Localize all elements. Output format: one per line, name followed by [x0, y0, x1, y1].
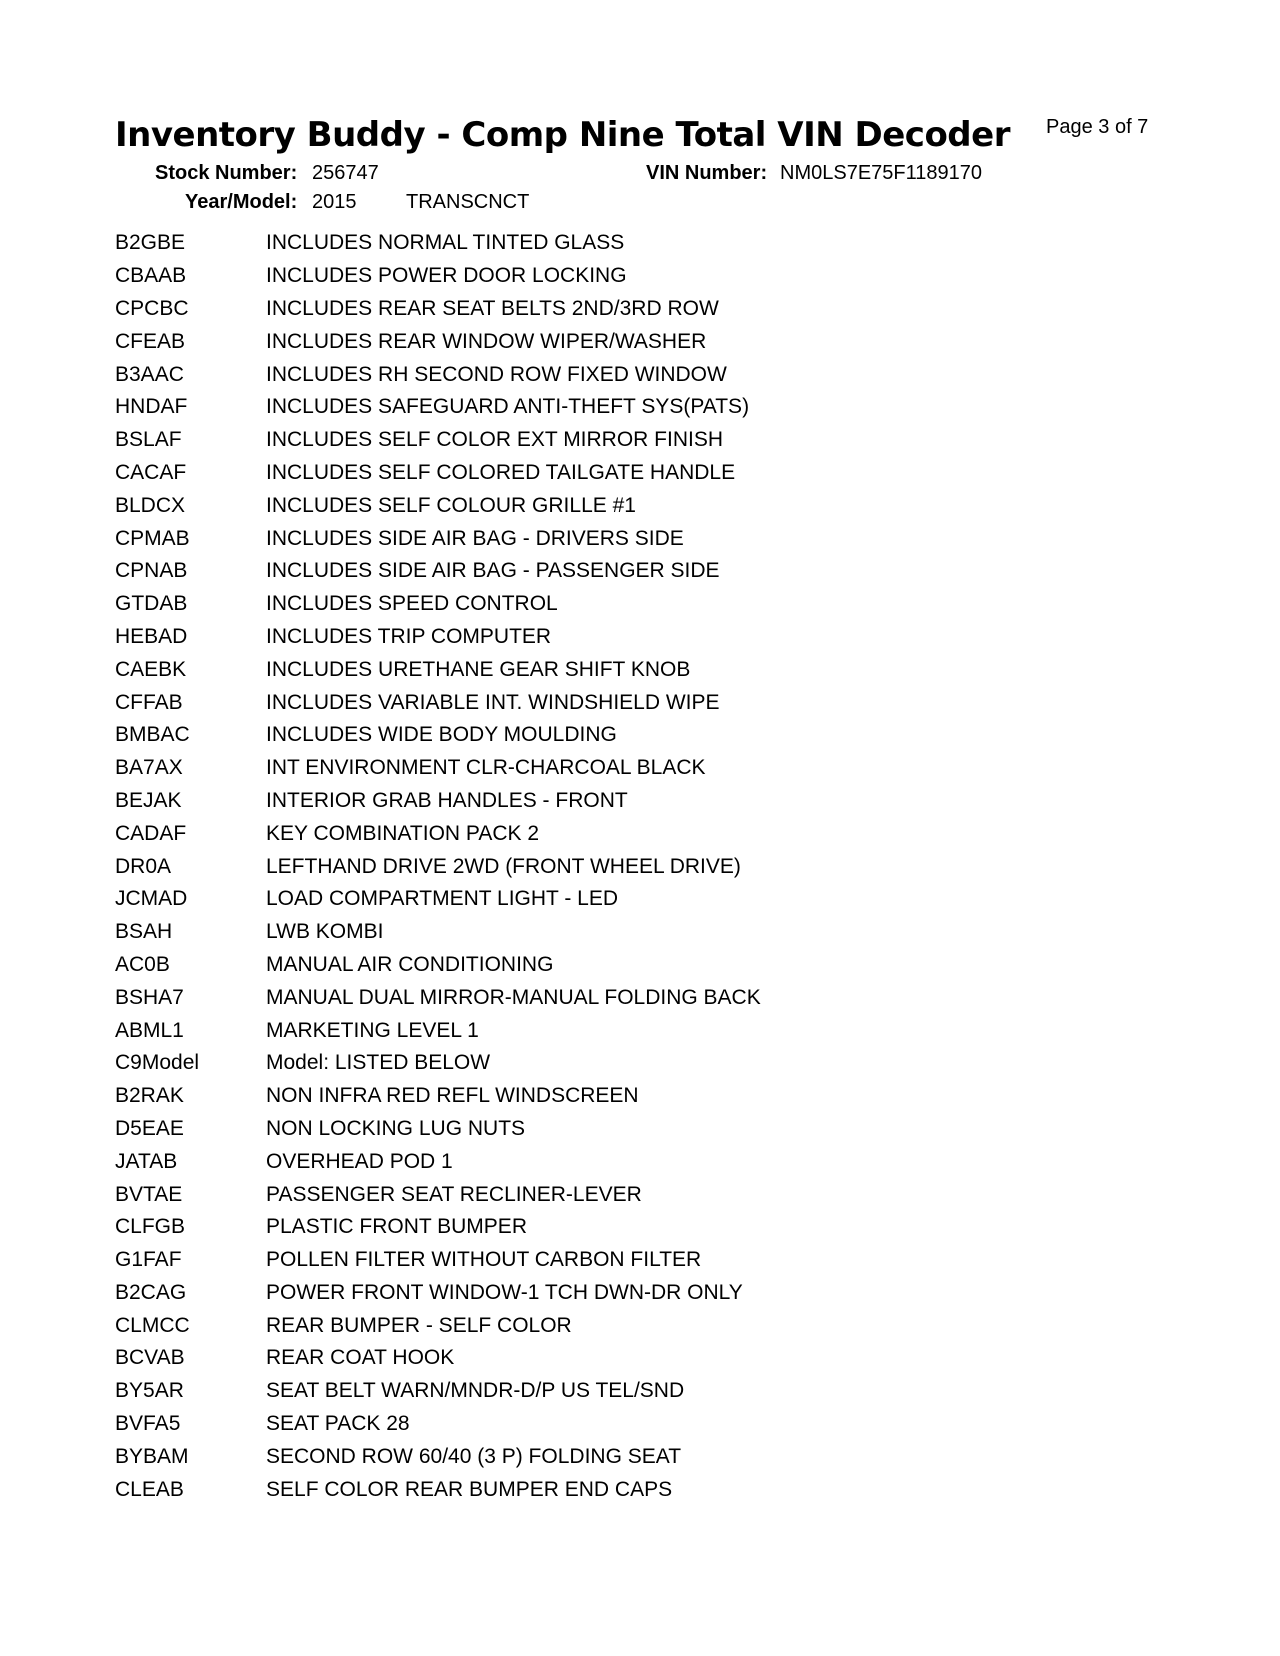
list-item: [115, 1277, 761, 1310]
option-code: CPCBC: [115, 296, 189, 320]
list-item: [115, 424, 761, 457]
option-code: B2RAK: [115, 1084, 184, 1108]
option-code: BSLAF: [115, 428, 182, 452]
option-code: BEJAK: [115, 788, 182, 812]
option-description: INCLUDES SELF COLOUR GRILLE #1: [266, 493, 636, 517]
list-item: [115, 621, 761, 654]
option-code: HEBAD: [115, 624, 188, 648]
list-item: [115, 555, 761, 588]
option-description: INCLUDES URETHANE GEAR SHIFT KNOB: [266, 657, 691, 681]
option-code-list: [115, 227, 761, 1506]
option-description: INCLUDES SIDE AIR BAG - PASSENGER SIDE: [266, 559, 720, 583]
option-code: CPNAB: [115, 559, 188, 583]
option-description: INTERIOR GRAB HANDLES - FRONT: [266, 788, 628, 812]
list-item: [115, 227, 761, 260]
option-code: JCMAD: [115, 887, 188, 911]
option-code: D5EAE: [115, 1116, 184, 1140]
option-code: BYBAM: [115, 1444, 189, 1468]
list-item: [115, 883, 761, 916]
list-item: [115, 358, 761, 391]
option-description: KEY COMBINATION PACK 2: [266, 821, 540, 845]
option-code: BA7AX: [115, 756, 183, 780]
option-description: NON INFRA RED REFL WINDSCREEN: [266, 1084, 639, 1108]
option-description: PLASTIC FRONT BUMPER: [266, 1215, 527, 1239]
option-description: SEAT PACK 28: [266, 1412, 410, 1436]
page-number: Page 3 of 7: [1046, 116, 1149, 138]
option-code: BVTAE: [115, 1182, 183, 1206]
option-code: BLDCX: [115, 493, 186, 517]
option-description: POWER FRONT WINDOW-1 TCH DWN-DR ONLY: [266, 1280, 743, 1304]
option-description: NON LOCKING LUG NUTS: [266, 1116, 526, 1140]
vin-number-value: NM0LS7E75F1189170: [780, 162, 982, 184]
list-item: [115, 949, 761, 982]
list-item: [115, 817, 761, 850]
option-code: B3AAC: [115, 362, 184, 386]
list-item: [115, 1342, 761, 1375]
option-description: INCLUDES SELF COLOR EXT MIRROR FINISH: [266, 428, 724, 452]
option-code: BSHA7: [115, 985, 184, 1009]
option-description: OVERHEAD POD 1: [266, 1149, 453, 1173]
option-code: BY5AR: [115, 1379, 184, 1403]
option-code: CADAF: [115, 821, 187, 845]
list-item: [115, 1145, 761, 1178]
option-code: ABML1: [115, 1018, 184, 1042]
list-item: [115, 719, 761, 752]
option-description: INCLUDES POWER DOOR LOCKING: [266, 264, 627, 288]
option-code: CLEAB: [115, 1477, 184, 1501]
list-item: [115, 1440, 761, 1473]
year-value: 2015: [312, 191, 357, 213]
option-description: INCLUDES SPEED CONTROL: [266, 592, 558, 616]
stock-number-value: 256747: [312, 162, 379, 184]
option-description: INCLUDES SAFEGUARD ANTI-THEFT SYS(PATS): [266, 395, 750, 419]
option-code: G1FAF: [115, 1248, 182, 1272]
option-description: INCLUDES NORMAL TINTED GLASS: [266, 231, 625, 255]
list-item: [115, 653, 761, 686]
option-code: BVFA5: [115, 1412, 181, 1436]
stock-number-label: Stock Number:: [155, 162, 298, 184]
option-description: INCLUDES SELF COLORED TAILGATE HANDLE: [266, 460, 736, 484]
option-code: BCVAB: [115, 1346, 185, 1370]
option-description: INCLUDES WIDE BODY MOULDING: [266, 723, 617, 747]
option-code: AC0B: [115, 952, 170, 976]
option-code: C9Model: [115, 1051, 200, 1075]
option-description: INCLUDES TRIP COMPUTER: [266, 624, 552, 648]
list-item: [115, 1473, 761, 1506]
option-description: INT ENVIRONMENT CLR-CHARCOAL BLACK: [266, 756, 706, 780]
option-description: LEFTHAND DRIVE 2WD (FRONT WHEEL DRIVE): [266, 854, 741, 878]
option-description: POLLEN FILTER WITHOUT CARBON FILTER: [266, 1248, 702, 1272]
option-code: GTDAB: [115, 592, 188, 616]
option-code: CFFAB: [115, 690, 183, 714]
option-code: CBAAB: [115, 264, 187, 288]
list-item: [115, 293, 761, 326]
option-code: DR0A: [115, 854, 172, 878]
option-code: HNDAF: [115, 395, 188, 419]
option-description: INCLUDES SIDE AIR BAG - DRIVERS SIDE: [266, 526, 684, 550]
option-description: REAR COAT HOOK: [266, 1346, 455, 1370]
list-item: [115, 916, 761, 949]
year-model-label: Year/Model:: [185, 191, 298, 213]
list-item: [115, 1408, 761, 1441]
list-item: [115, 522, 761, 555]
option-description: MANUAL DUAL MIRROR-MANUAL FOLDING BACK: [266, 985, 761, 1009]
option-description: INCLUDES VARIABLE INT. WINDSHIELD WIPE: [266, 690, 720, 714]
option-code: CACAF: [115, 460, 187, 484]
option-code: BMBAC: [115, 723, 190, 747]
list-item: [115, 1014, 761, 1047]
option-code: CAEBK: [115, 657, 187, 681]
list-item: [115, 588, 761, 621]
list-item: [115, 686, 761, 719]
list-item: [115, 325, 761, 358]
list-item: [115, 1113, 761, 1146]
option-description: REAR BUMPER - SELF COLOR: [266, 1313, 572, 1337]
list-item: [115, 752, 761, 785]
page-title: Inventory Buddy - Comp Nine Total VIN Decoder: [115, 115, 1010, 155]
model-value: TRANSCNCT: [406, 191, 530, 213]
list-item: [115, 489, 761, 522]
option-description: Model: LISTED BELOW: [266, 1051, 491, 1075]
list-item: [115, 1375, 761, 1408]
vin-number-label: VIN Number:: [646, 162, 768, 184]
option-code: CLFGB: [115, 1215, 186, 1239]
list-item: [115, 260, 761, 293]
option-code: CPMAB: [115, 526, 190, 550]
option-description: INCLUDES REAR SEAT BELTS 2ND/3RD ROW: [266, 296, 719, 320]
option-description: INCLUDES RH SECOND ROW FIXED WINDOW: [266, 362, 727, 386]
list-item: [115, 1309, 761, 1342]
option-description: MARKETING LEVEL 1: [266, 1018, 479, 1042]
list-item: [115, 1211, 761, 1244]
list-item: [115, 1047, 761, 1080]
option-code: BSAH: [115, 920, 173, 944]
list-item: [115, 850, 761, 883]
list-item: [115, 1080, 761, 1113]
option-code: B2GBE: [115, 231, 186, 255]
option-code: JATAB: [115, 1149, 178, 1173]
option-code: CLMCC: [115, 1313, 190, 1337]
option-description: SECOND ROW 60/40 (3 P) FOLDING SEAT: [266, 1444, 682, 1468]
list-item: [115, 457, 761, 490]
option-description: LWB KOMBI: [266, 920, 384, 944]
list-item: [115, 1244, 761, 1277]
option-description: PASSENGER SEAT RECLINER-LEVER: [266, 1182, 642, 1206]
option-description: MANUAL AIR CONDITIONING: [266, 952, 554, 976]
list-item: [115, 981, 761, 1014]
option-code: B2CAG: [115, 1280, 187, 1304]
option-code: CFEAB: [115, 329, 186, 353]
list-item: [115, 785, 761, 818]
option-description: SELF COLOR REAR BUMPER END CAPS: [266, 1477, 673, 1501]
list-item: [115, 1178, 761, 1211]
option-description: INCLUDES REAR WINDOW WIPER/WASHER: [266, 329, 707, 353]
option-description: SEAT BELT WARN/MNDR-D/P US TEL/SND: [266, 1379, 685, 1403]
list-item: [115, 391, 761, 424]
option-description: LOAD COMPARTMENT LIGHT - LED: [266, 887, 619, 911]
